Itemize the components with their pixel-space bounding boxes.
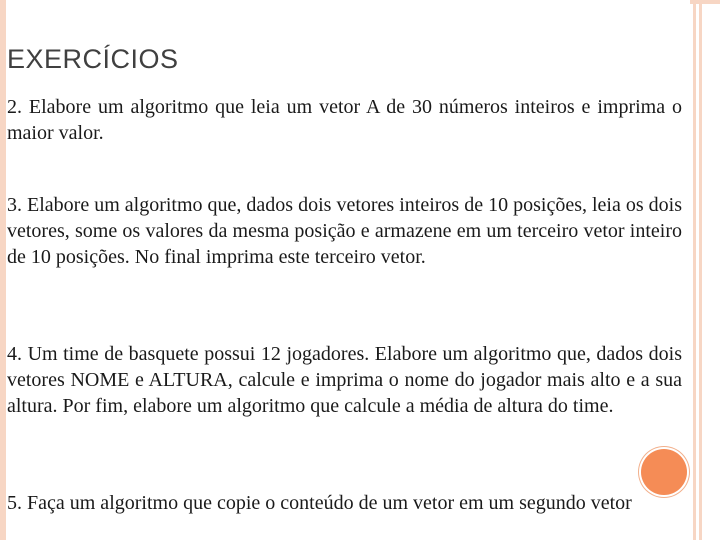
right-frame-line-outer [693, 0, 696, 540]
exercise-item: 4. Um time de basquete possui 12 jogadores. Elabore um algoritmo que, dados dois vetores NOME e ALTURA, calcule e imprima o nome do jogador mais alto e a sua altura. Por fim, elabore um algoritmo que calcule a média de altura do time. [7, 343, 682, 417]
exercise-item: 3. Elabore um algoritmo que, dados dois vetores inteiros de 10 posições, leia os dois vetores, some os valores da mesma posição e armazene em um terceiro vetor inteiro de 10 posições. No final imprima este terceiro vetor. [7, 194, 682, 268]
decorative-circle-icon [641, 449, 687, 495]
slide-title: EXERCÍCIOS [7, 44, 179, 74]
left-frame-bar [0, 0, 6, 540]
exercise-item: 2. Elabore um algoritmo que leia um vetor A de 30 números inteiros e imprima o maior valor. [7, 96, 682, 144]
exercise-item: 5. Faça um algoritmo que copie o conteúdo de um vetor em um segundo vetor [7, 492, 632, 514]
right-frame-line-inner [699, 0, 702, 540]
